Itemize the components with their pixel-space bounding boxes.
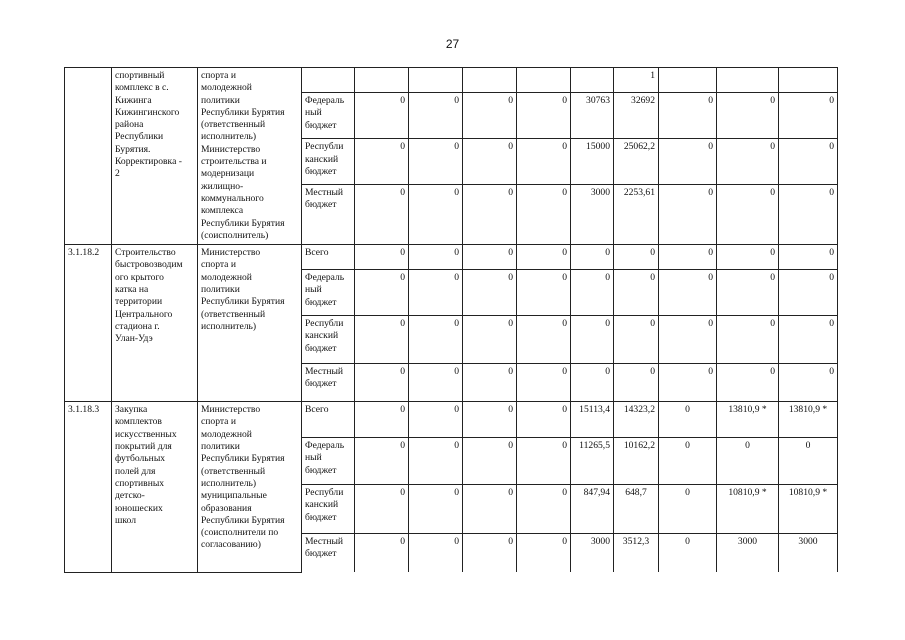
value-cell: 0	[409, 139, 463, 184]
value-cell	[717, 68, 779, 93]
value-cell: 0	[355, 270, 409, 316]
value-cell: 0	[517, 245, 571, 270]
value-cell	[659, 68, 717, 93]
value-cell: 13810,9 *	[779, 402, 838, 438]
value-cell: 0	[355, 93, 409, 139]
funding-source-cell: Федераль ный бюджет	[302, 438, 355, 485]
value-cell: 3000	[717, 534, 779, 573]
value-cell: 32692	[614, 93, 659, 139]
value-cell: 0	[409, 93, 463, 139]
value-cell: 0	[779, 245, 838, 270]
value-cell: 0	[409, 438, 463, 485]
value-cell: 0	[409, 184, 463, 244]
value-cell: 0	[409, 364, 463, 402]
funding-source-cell: Республи канский бюджет	[302, 139, 355, 184]
value-cell: 0	[779, 139, 838, 184]
value-cell	[571, 68, 614, 93]
value-cell: 0	[463, 245, 517, 270]
funding-source-cell	[302, 68, 355, 93]
table-row	[65, 402, 838, 438]
value-cell: 0	[409, 534, 463, 573]
value-cell: 0	[779, 270, 838, 316]
table-body	[65, 68, 838, 573]
table-row	[65, 68, 838, 93]
measure-code-cell	[65, 68, 112, 245]
measure-name-cell: спортивный комплекс в с. Кижинга Кижингинского района Республики Бурятия. Корректировка - 2	[112, 68, 198, 245]
value-cell: 3512,3	[614, 534, 659, 573]
value-cell: 0	[355, 485, 409, 534]
value-cell: 0	[717, 438, 779, 485]
value-cell: 847,94	[571, 485, 614, 534]
value-cell: 3000	[571, 184, 614, 244]
value-cell: 30763	[571, 93, 614, 139]
value-cell: 648,7	[614, 485, 659, 534]
value-cell: 0	[463, 485, 517, 534]
value-cell: 0	[517, 438, 571, 485]
value-cell: 0	[463, 364, 517, 402]
value-cell: 15000	[571, 139, 614, 184]
value-cell: 0	[517, 270, 571, 316]
value-cell: 11265,5	[571, 438, 614, 485]
value-cell: 0	[717, 245, 779, 270]
funding-source-cell: Всего	[302, 245, 355, 270]
value-cell: 0	[659, 316, 717, 364]
value-cell: 10810,9 *	[779, 485, 838, 534]
value-cell: 0	[717, 93, 779, 139]
value-cell: 0	[717, 270, 779, 316]
funding-source-cell: Местный бюджет	[302, 184, 355, 244]
value-cell: 0	[355, 364, 409, 402]
value-cell	[779, 68, 838, 93]
executor-cell: Министерство спорта и молодежной политики Республики Бурятия (ответственный исполнитель) муниципальные образования Республики Бурятия (соисполнители по согласованию)	[198, 402, 302, 573]
value-cell: 0	[779, 438, 838, 485]
value-cell	[355, 68, 409, 93]
value-cell: 0	[463, 93, 517, 139]
value-cell: 0	[355, 184, 409, 244]
value-cell: 0	[614, 316, 659, 364]
value-cell: 0	[517, 139, 571, 184]
value-cell: 0	[659, 534, 717, 573]
value-cell: 0	[717, 316, 779, 364]
value-cell: 15113,4	[571, 402, 614, 438]
value-cell	[463, 68, 517, 93]
value-cell: 0	[517, 364, 571, 402]
value-cell: 0	[463, 402, 517, 438]
value-cell: 0	[463, 534, 517, 573]
value-cell: 0	[779, 364, 838, 402]
value-cell: 14323,2	[614, 402, 659, 438]
value-cell: 0	[355, 402, 409, 438]
value-cell: 0	[355, 139, 409, 184]
value-cell: 0	[355, 245, 409, 270]
value-cell: 13810,9 *	[717, 402, 779, 438]
value-cell: 10162,2	[614, 438, 659, 485]
value-cell: 0	[717, 364, 779, 402]
value-cell: 0	[463, 438, 517, 485]
value-cell: 0	[463, 316, 517, 364]
funding-source-cell: Республи канский бюджет	[302, 485, 355, 534]
value-cell: 0	[659, 402, 717, 438]
value-cell: 10810,9 *	[717, 485, 779, 534]
budget-table	[64, 67, 838, 573]
value-cell: 0	[571, 364, 614, 402]
funding-source-cell: Всего	[302, 402, 355, 438]
value-cell: 0	[659, 364, 717, 402]
value-cell: 0	[355, 438, 409, 485]
value-cell: 0	[659, 438, 717, 485]
value-cell: 0	[659, 245, 717, 270]
value-cell: 0	[717, 139, 779, 184]
value-cell: 0	[517, 485, 571, 534]
value-cell: 0	[409, 402, 463, 438]
value-cell	[517, 68, 571, 93]
funding-source-cell: Местный бюджет	[302, 364, 355, 402]
value-cell: 0	[463, 184, 517, 244]
value-cell: 0	[659, 93, 717, 139]
value-cell: 3000	[779, 534, 838, 573]
value-cell: 0	[571, 270, 614, 316]
value-cell: 0	[614, 364, 659, 402]
value-cell: 0	[779, 93, 838, 139]
value-cell: 0	[659, 184, 717, 244]
value-cell: 0	[571, 245, 614, 270]
funding-source-cell: Местный бюджет	[302, 534, 355, 573]
value-cell: 25062,2	[614, 139, 659, 184]
value-cell: 0	[409, 245, 463, 270]
value-cell: 0	[659, 485, 717, 534]
value-cell: 0	[409, 316, 463, 364]
value-cell: 0	[517, 316, 571, 364]
value-cell: 0	[614, 245, 659, 270]
value-cell: 0	[409, 485, 463, 534]
measure-name-cell: Закупка комплектов искусственных покрытий для футбольных полей для спортивных детско- юношеских школ	[112, 402, 198, 573]
value-cell: 3000	[571, 534, 614, 573]
value-cell: 0	[355, 316, 409, 364]
value-cell: 1	[614, 68, 659, 93]
page-number: 27	[445, 37, 460, 51]
funding-source-cell: Республи канский бюджет	[302, 316, 355, 364]
value-cell: 2253,61	[614, 184, 659, 244]
value-cell: 0	[409, 270, 463, 316]
value-cell: 0	[517, 402, 571, 438]
value-cell: 0	[517, 534, 571, 573]
measure-code-cell: 3.1.18.2	[65, 245, 112, 402]
value-cell: 0	[571, 316, 614, 364]
value-cell: 0	[463, 270, 517, 316]
executor-cell: Министерство спорта и молодежной политики Республики Бурятия (ответственный исполнитель)	[198, 245, 302, 402]
measure-name-cell: Строительство быстровозводим ого крытого катка на территории Центрального стадиона г. Улан-Удэ	[112, 245, 198, 402]
value-cell: 0	[779, 316, 838, 364]
value-cell: 0	[659, 139, 717, 184]
funding-source-cell: Федераль ный бюджет	[302, 93, 355, 139]
value-cell: 0	[517, 184, 571, 244]
value-cell	[409, 68, 463, 93]
executor-cell: спорта и молодежной политики Республики Бурятия (ответственный исполнитель) Министерство строительства и модернизаци жилищно- коммунального комплекса Республики Бурятия (соисполнитель)	[198, 68, 302, 245]
value-cell: 0	[717, 184, 779, 244]
value-cell: 0	[779, 184, 838, 244]
value-cell: 0	[614, 270, 659, 316]
funding-source-cell: Федераль ный бюджет	[302, 270, 355, 316]
value-cell: 0	[355, 534, 409, 573]
value-cell: 0	[659, 270, 717, 316]
table-row	[65, 245, 838, 270]
value-cell: 0	[517, 93, 571, 139]
measure-code-cell: 3.1.18.3	[65, 402, 112, 573]
value-cell: 0	[463, 139, 517, 184]
